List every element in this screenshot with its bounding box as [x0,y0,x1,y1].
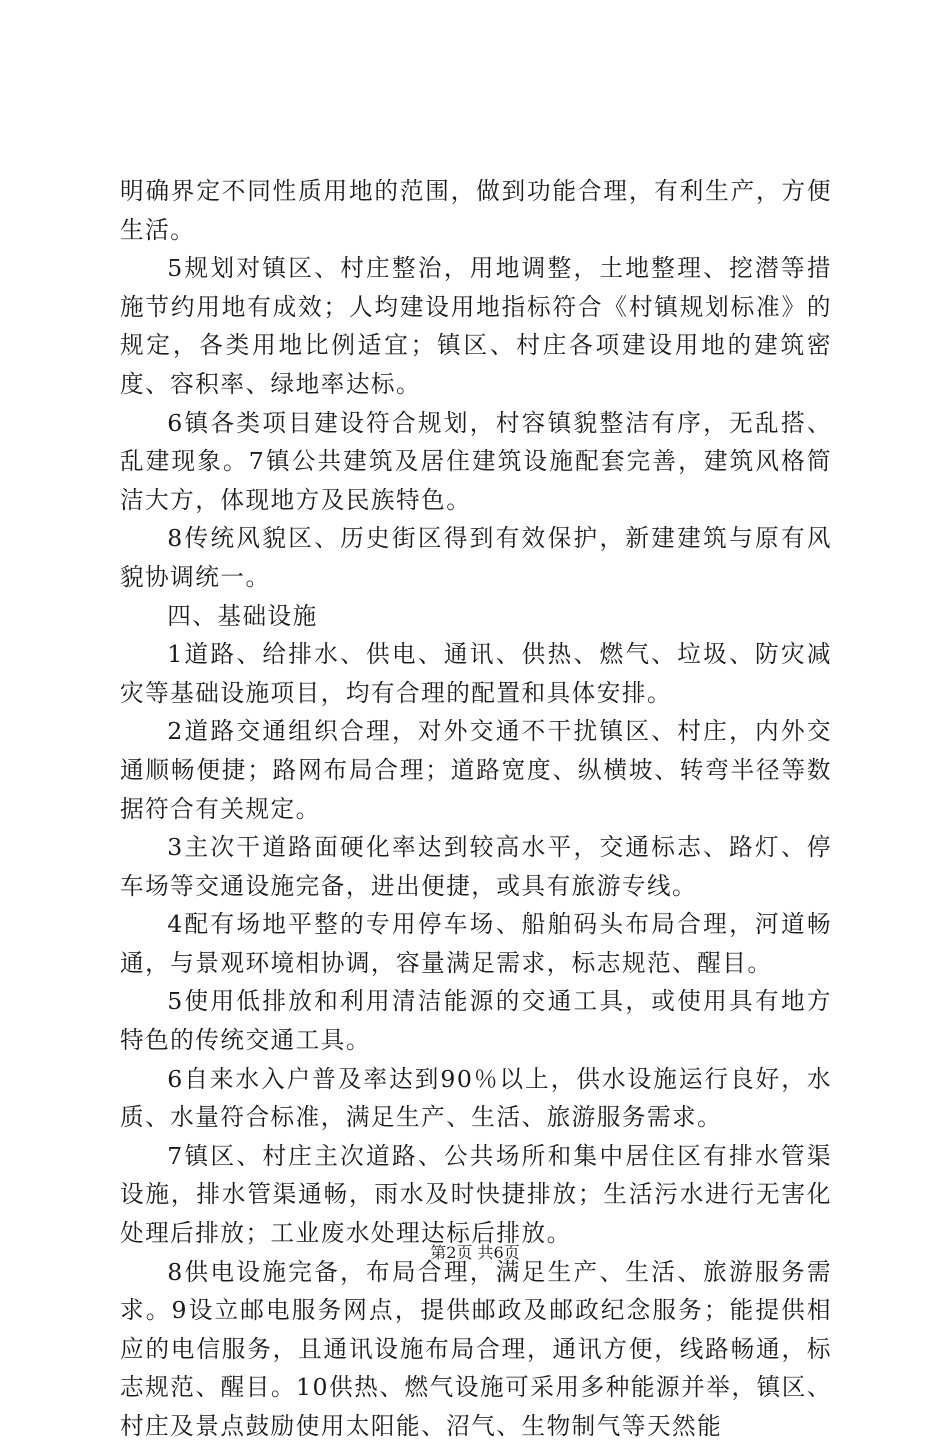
paragraph-item-8-heritage: 8传统风貌区、历史街区得到有效保护，新建建筑与原有风貌协调统一。 [120,524,832,591]
paragraph-infra-item-3: 3主次干道路面硬化率达到较高水平，交通标志、路灯、停车场等交通设施完备，进出便捷，或具有旅游专线。 [120,833,832,900]
paragraph-infra-item-4: 4配有场地平整的专用停车场、船舶码头布局合理，河道畅通，与景观环境相协调，容量满足需求，标志规范、醒目。 [120,910,832,977]
paragraph-item-6-7-buildings: 6镇各类项目建设符合规划，村容镇貌整洁有序，无乱搭、乱建现象。7镇公共建筑及居住建筑设施配套完善，建筑风格简洁大方，体现地方及民族特色。 [120,408,832,514]
paragraph-infra-item-1: 1道路、给排水、供电、通讯、供热、燃气、垃圾、防灾减灾等基础设施项目，均有合理的配置和具体安排。 [120,640,832,707]
paragraph-infra-item-8-9-10: 8供电设施完备，布局合理，满足生产、生活、旅游服务需求。9设立邮电服务网点，提供邮政及邮政纪念服务；能提供相应的电信服务，且通讯设施布局合理，通讯方便，线路畅通，标志规范、醒目。10供热、燃气设施可采用多种能源并举，镇区、村庄及景点鼓励使用太阳能、沼气、生物制气等天然能 [120,1257,832,1440]
paragraph-infra-item-5: 5使用低排放和利用清洁能源的交通工具，或使用具有地方特色的传统交通工具。 [120,987,832,1055]
paragraph-continuation: 明确界定不同性质用地的范围，做到功能合理，有利生产，方便生活。 [120,177,832,244]
paragraph-infra-item-6: 6自来水入户普及率达到90％以上，供水设施运行良好，水质、水量符合标准，满足生产、生活、旅游服务需求。 [120,1064,832,1132]
paragraph-infra-item-2: 2道路交通组织合理，对外交通不干扰镇区、村庄，内外交通顺畅便捷；路网布局合理；道路宽度、纵横坡、转弯半径等数据符合有关规定。 [120,717,832,823]
page-number-label: 第2页 共6页 [430,1243,520,1262]
paragraph-infra-item-7: 7镇区、村庄主次道路、公共场所和集中居住区有排水管渠设施，排水管渠通畅，雨水及时快捷排放；生活污水进行无害化处理后排放；工业废水处理达标后排放。 [120,1141,832,1248]
page-footer [0,1243,950,1263]
section-heading-infrastructure: 四、基础设施 [167,601,318,630]
paragraph-item-5-land: 5规划对镇区、村庄整治，用地调整，土地整理、挖潜等措施节约用地有成效；人均建设用地指标符合《村镇规划标准》的规定，各类用地比例适宜；镇区、村庄各项建设用地的建筑密度、容积率、绿地率达标。 [120,254,832,398]
